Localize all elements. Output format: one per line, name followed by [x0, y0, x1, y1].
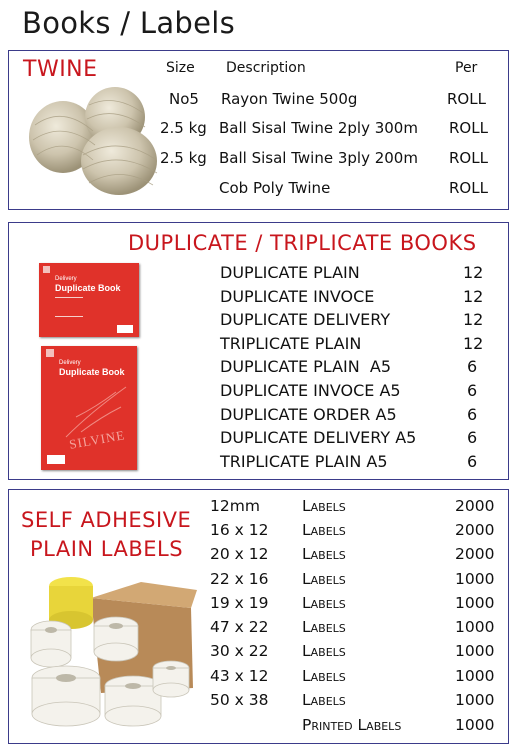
- barcode-icon: [47, 455, 65, 464]
- books-panel: [8, 222, 509, 480]
- twine-row-per: ROLL: [449, 149, 488, 167]
- label-row-qty: 1000: [455, 618, 495, 636]
- header-per: Per: [455, 60, 478, 76]
- twine-row-size: 2.5 kg: [160, 119, 207, 137]
- label-row-size: 22 x 16: [210, 570, 269, 588]
- book-row-qty: 6: [467, 428, 478, 447]
- labels-title-line1: SELF ADHESIVE: [21, 508, 192, 532]
- header-description: Description: [226, 60, 306, 76]
- book-row-name: TRIPLICATE PLAIN: [220, 334, 362, 353]
- book-row-qty: 12: [463, 287, 484, 306]
- book-text-lines: [55, 297, 83, 317]
- book-row-name: DUPLICATE INVOCE: [220, 287, 375, 306]
- label-row-size: 43 x 12: [210, 667, 269, 685]
- book-row-name: DUPLICATE PLAIN A5: [220, 357, 392, 376]
- book-brand-line: Delivery: [59, 360, 81, 366]
- book-row-name: DUPLICATE PLAIN: [220, 263, 360, 282]
- book-row-name: DUPLICATE DELIVERY A5: [220, 428, 417, 447]
- label-row-size: 20 x 12: [210, 545, 269, 563]
- book-title: Duplicate Book: [55, 283, 121, 293]
- book-row-qty: 6: [467, 452, 478, 471]
- label-row-size: 50 x 38: [210, 691, 269, 709]
- book-row-qty: 12: [463, 310, 484, 329]
- twine-row-description: Ball Sisal Twine 2ply 300m: [219, 119, 418, 137]
- book-row-name: TRIPLICATE PLAIN A5: [220, 452, 388, 471]
- books-title: DUPLICATE / TRIPLICATE BOOKS: [128, 231, 477, 255]
- book-row-qty: 6: [467, 405, 478, 424]
- twine-title: TWINE: [23, 57, 98, 82]
- label-row-qty: 2000: [455, 497, 495, 515]
- label-row-type: Labels: [302, 691, 346, 709]
- twine-row-size: No5: [169, 90, 199, 108]
- logo-icon: [43, 266, 50, 273]
- label-rolls-image: [21, 568, 201, 738]
- book-row-qty: 6: [467, 357, 478, 376]
- label-row-type: Labels: [302, 618, 346, 636]
- page-title: Books / Labels: [22, 6, 236, 40]
- labels-panel: [8, 489, 509, 744]
- label-row-size: 16 x 12: [210, 521, 269, 539]
- book-watermark: SILVINE: [68, 427, 127, 452]
- label-row-qty: 1000: [455, 716, 495, 734]
- label-row-size: 12mm: [210, 497, 260, 515]
- label-row-type: Labels: [302, 545, 346, 563]
- book-row-qty: 12: [463, 334, 484, 353]
- label-row-type: Labels: [302, 594, 346, 612]
- twine-row-per: ROLL: [449, 119, 488, 137]
- label-row-type: Labels: [302, 521, 346, 539]
- duplicate-book-image-large: [41, 346, 137, 470]
- book-row-qty: 12: [463, 263, 484, 282]
- logo-icon: [46, 349, 54, 357]
- twine-panel: [8, 50, 509, 210]
- label-row-type: Labels: [302, 667, 346, 685]
- twine-row-description: Ball Sisal Twine 3ply 200m: [219, 149, 418, 167]
- twine-row-description: Rayon Twine 500g: [221, 90, 358, 108]
- book-title: Duplicate Book: [59, 367, 125, 377]
- label-row-qty: 1000: [455, 667, 495, 685]
- label-row-qty: 2000: [455, 521, 495, 539]
- barcode-icon: [117, 325, 133, 333]
- label-row-qty: 2000: [455, 545, 495, 563]
- book-row-qty: 6: [467, 381, 478, 400]
- label-row-qty: 1000: [455, 570, 495, 588]
- label-row-qty: 1000: [455, 691, 495, 709]
- book-row-name: DUPLICATE DELIVERY: [220, 310, 391, 329]
- labels-title-line2: PLAIN LABELS: [30, 537, 184, 561]
- label-row-type: Labels: [302, 642, 346, 660]
- twine-row-description: Cob Poly Twine: [219, 179, 331, 197]
- label-row-qty: 1000: [455, 642, 495, 660]
- twine-row-per: ROLL: [449, 179, 488, 197]
- label-row-size: 30 x 22: [210, 642, 269, 660]
- twine-row-size: 2.5 kg: [160, 149, 207, 167]
- label-row-type: Labels: [302, 497, 346, 515]
- label-row-size: 47 x 22: [210, 618, 269, 636]
- label-row-type: Labels: [302, 570, 346, 588]
- book-row-name: DUPLICATE INVOCE A5: [220, 381, 401, 400]
- header-size: Size: [166, 60, 195, 76]
- twine-balls-image: [23, 85, 165, 197]
- label-row-size: 19 x 19: [210, 594, 269, 612]
- book-brand-line: Delivery: [55, 276, 77, 282]
- label-row-type: Printed Labels: [302, 716, 402, 734]
- label-row-qty: 1000: [455, 594, 495, 612]
- duplicate-book-image: [39, 263, 139, 337]
- twine-row-per: ROLL: [447, 90, 486, 108]
- book-row-name: DUPLICATE ORDER A5: [220, 405, 397, 424]
